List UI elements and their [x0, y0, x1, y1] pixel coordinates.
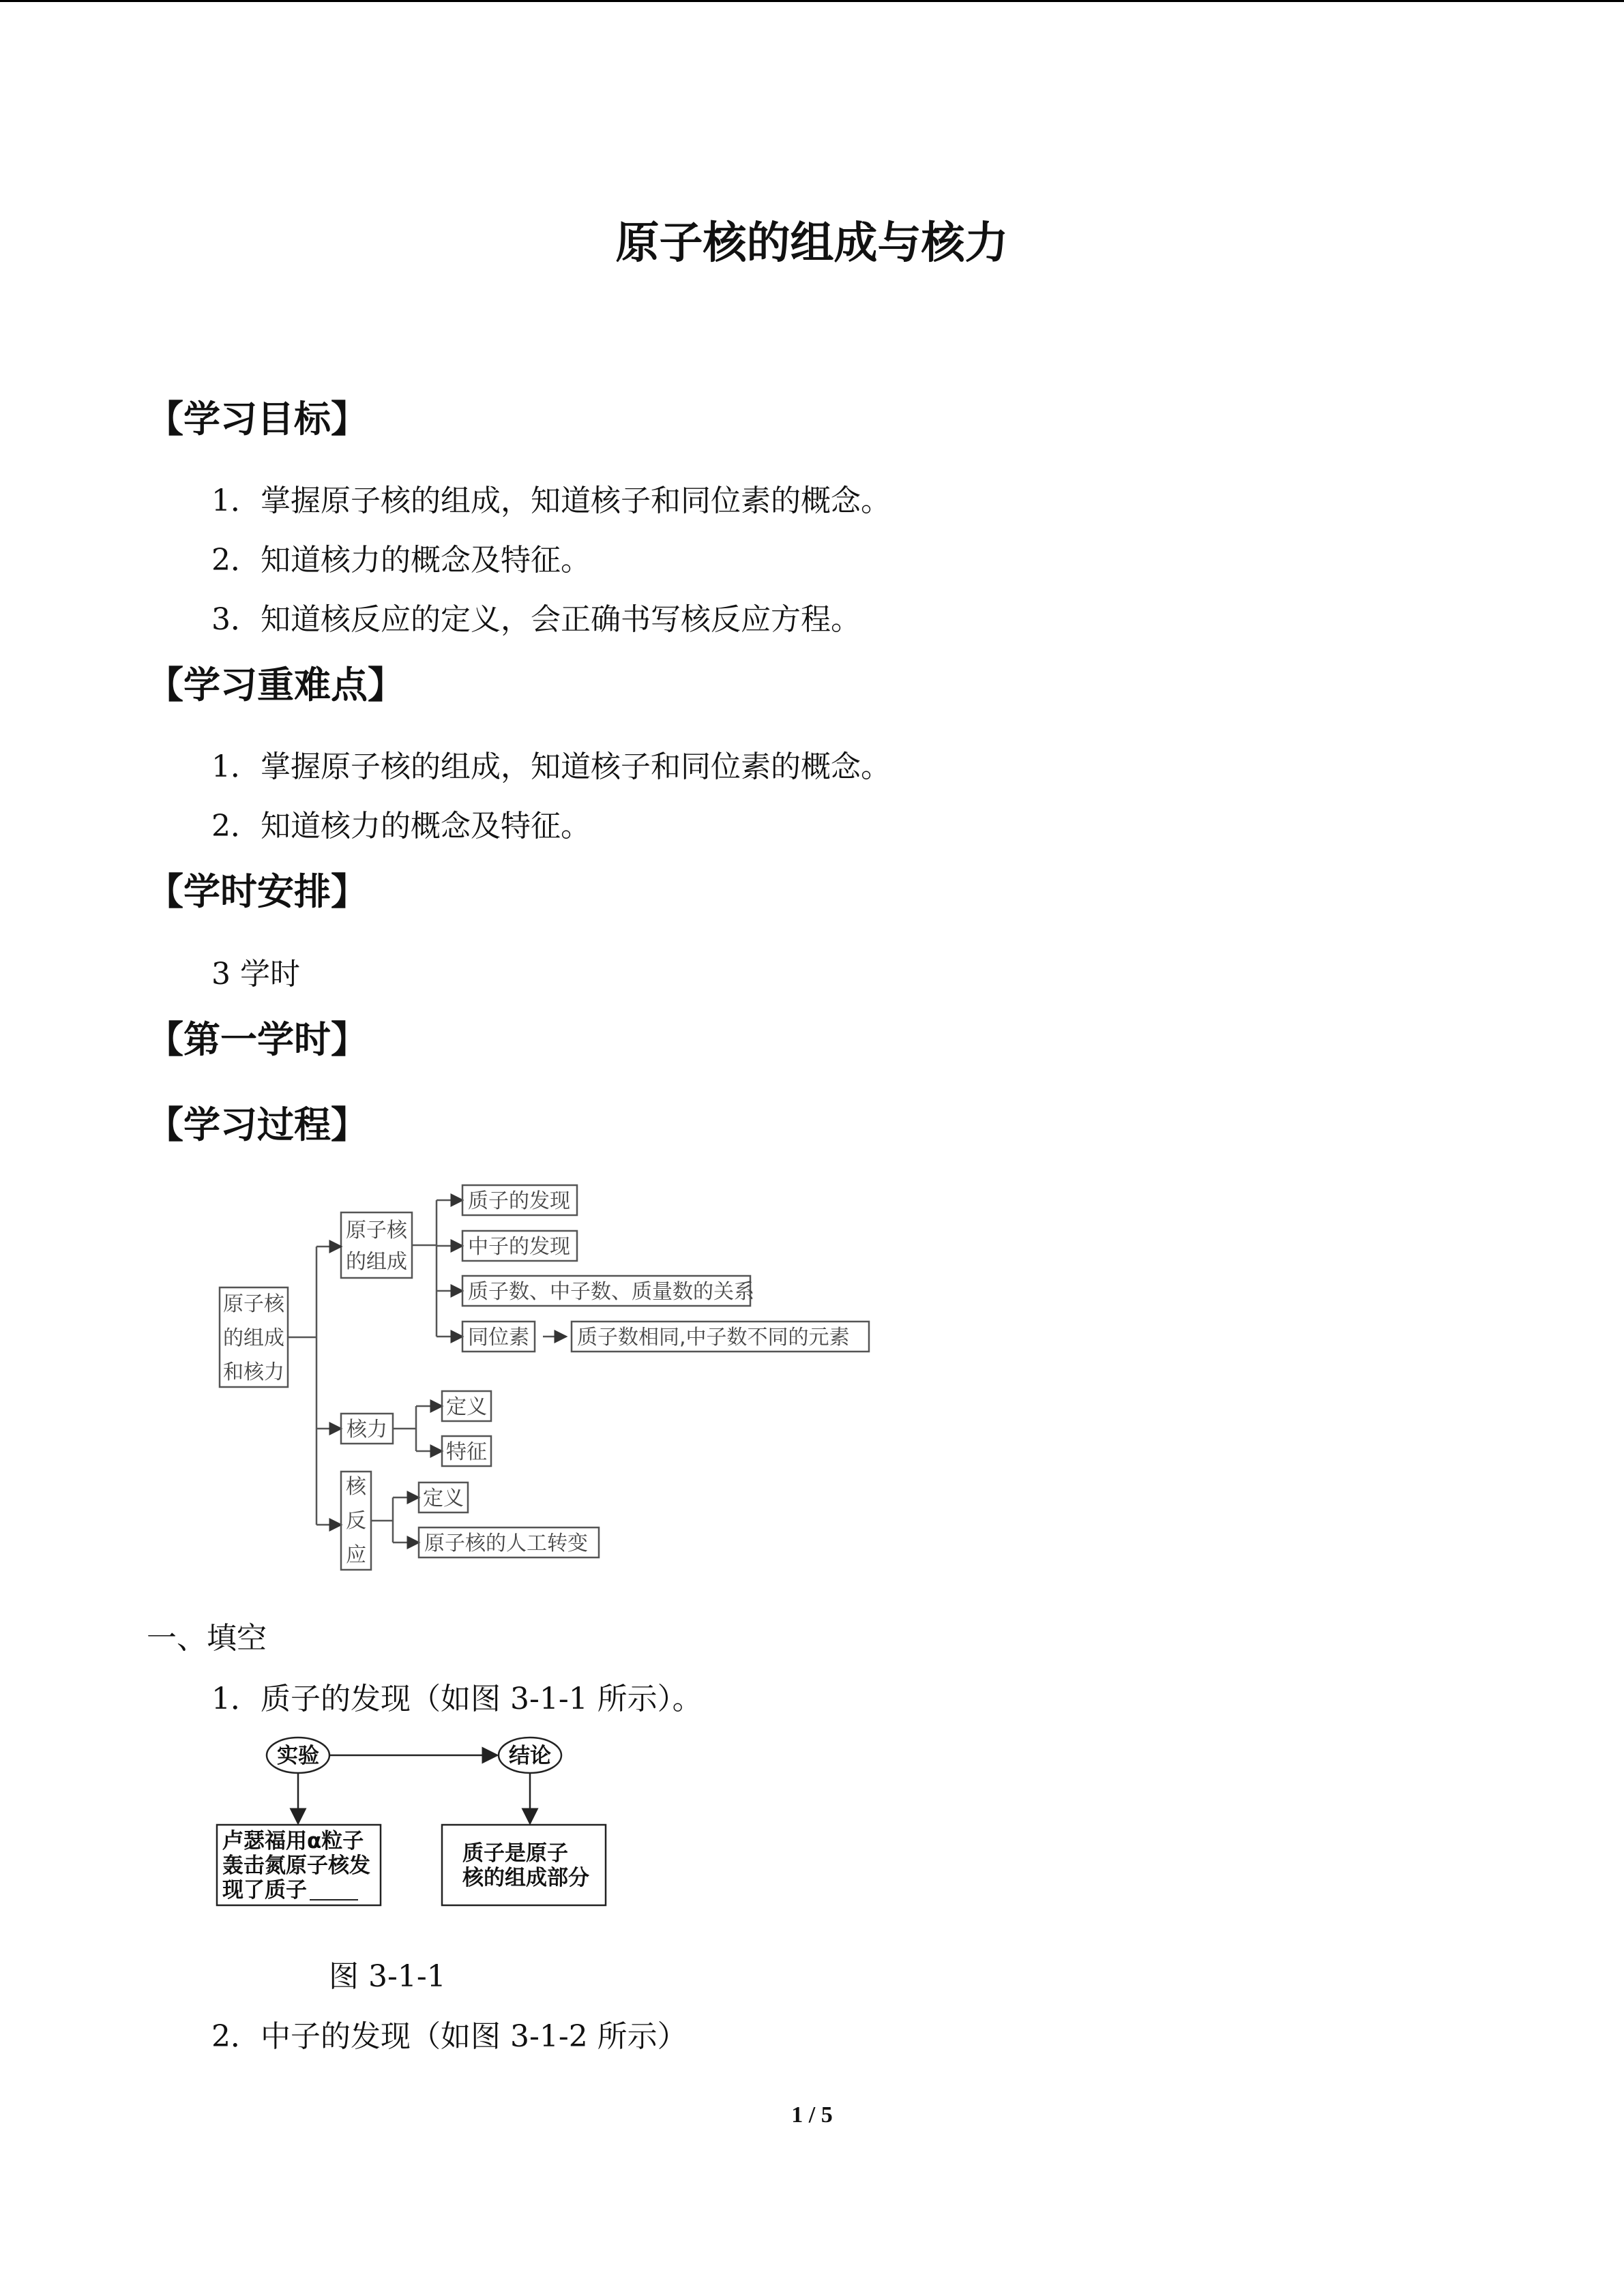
root-line-2: 的组成	[223, 1326, 284, 1350]
force-feature-label: 特征	[446, 1440, 487, 1464]
conclusion-text-1: 质子是原子	[462, 1841, 568, 1866]
composition-line-1: 原子核	[346, 1219, 407, 1242]
force-definition-label: 定义	[446, 1395, 487, 1419]
composition-line-2: 的组成	[346, 1250, 407, 1274]
proton-discovery-label: 质子的发现	[468, 1189, 570, 1213]
reaction-definition-label: 定义	[423, 1487, 464, 1510]
heading-schedule: 【学时安排】	[147, 870, 368, 913]
schedule-text: 3 学时	[211, 957, 300, 992]
concept-map-diagram	[205, 1173, 887, 1575]
question-1: 1．质子的发现（如图 3-1-1 所示）。	[211, 1682, 703, 1716]
goal-item-1: 1．掌握原子核的组成，知道核子和同位素的概念。	[211, 483, 891, 518]
reaction-char-3: 应	[346, 1543, 366, 1567]
root-line-3: 和核力	[223, 1360, 284, 1384]
reaction-char-2: 反	[346, 1509, 366, 1533]
neutron-discovery-label: 中子的发现	[468, 1235, 570, 1259]
conclusion-text-2: 核的组成部分	[462, 1866, 589, 1890]
figure-3-1-1	[205, 1725, 628, 1916]
page-number: 1 / 5	[791, 2102, 833, 2128]
experiment-text-3: 现了质子	[222, 1878, 307, 1903]
fill-in-heading: 一、填空	[147, 1621, 267, 1656]
experiment-text-2: 轰击氮原子核发	[222, 1853, 370, 1878]
experiment-label: 实验	[277, 1744, 319, 1768]
goal-item-3: 3．知道核反应的定义，会正确书写核反应方程。	[211, 602, 861, 637]
heading-learning-goals: 【学习目标】	[147, 398, 368, 441]
experiment-text-1: 卢瑟福用α粒子	[222, 1829, 364, 1853]
heading-learning-process: 【学习过程】	[147, 1103, 368, 1146]
conclusion-label: 结论	[509, 1744, 551, 1768]
figure-caption: 图 3-1-1	[329, 1959, 446, 1994]
mass-number-relation-label: 质子数、中子数、质量数的关系	[468, 1280, 754, 1304]
isotope-definition-label: 质子数相同,中子数不同的元素	[577, 1326, 850, 1350]
question-2: 2．中子的发现（如图 3-1-2 所示）	[211, 2019, 688, 2054]
goal-item-2: 2．知道核力的概念及特征。	[211, 543, 591, 578]
key-point-1: 1．掌握原子核的组成，知道核子和同位素的概念。	[211, 749, 891, 784]
heading-first-period: 【第一学时】	[147, 1018, 368, 1061]
root-line-1: 原子核	[223, 1292, 284, 1316]
key-point-2: 2．知道核力的概念及特征。	[211, 809, 591, 844]
artificial-transmutation-label: 原子核的人工转变	[424, 1532, 588, 1555]
reaction-char-1: 核	[346, 1475, 366, 1499]
isotope-label: 同位素	[468, 1326, 529, 1350]
top-border-line	[0, 0, 1624, 2]
page-title: 原子核的组成与核力	[615, 218, 1009, 269]
nuclear-force-label: 核力	[346, 1418, 387, 1442]
heading-key-points: 【学习重难点】	[147, 664, 404, 706]
